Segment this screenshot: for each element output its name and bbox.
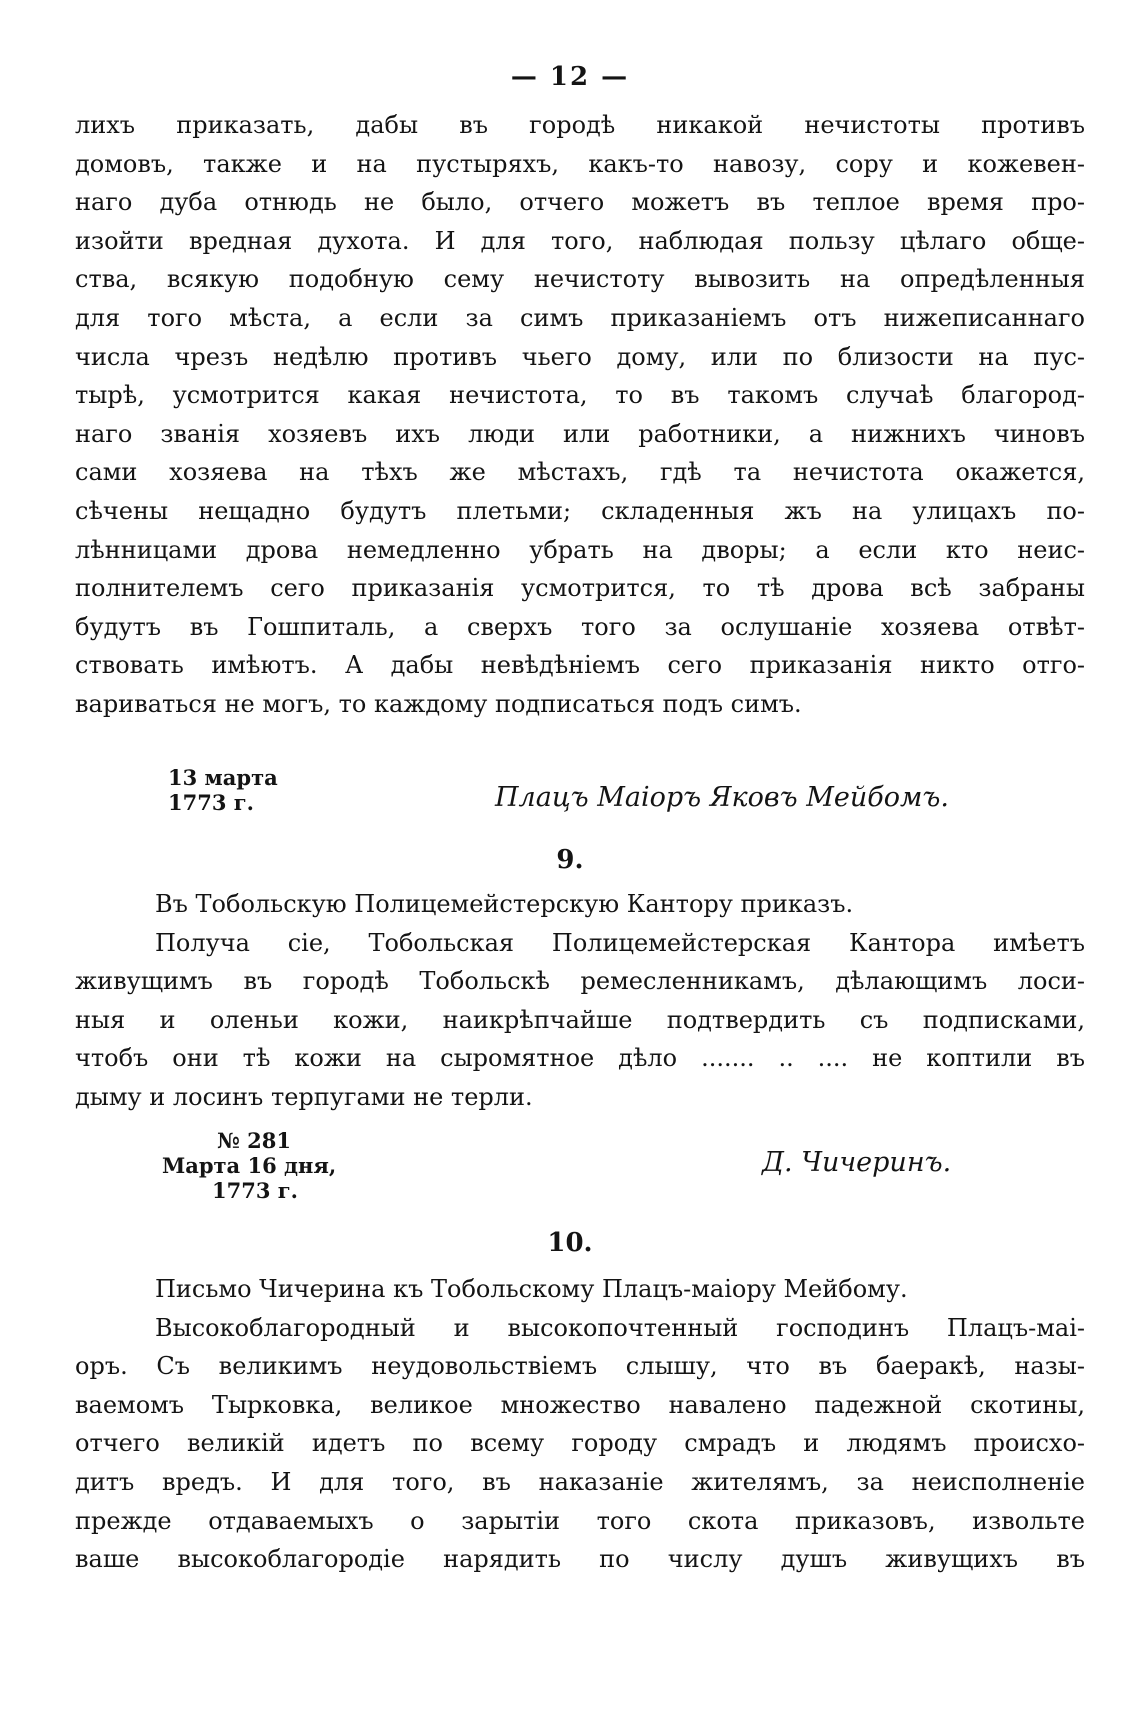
section9-heading: 9. [556, 845, 584, 875]
text-line: лихъ приказать, дабы въ городѣ никакой нечистоты противъ [75, 111, 1085, 139]
date-line: 1773 г. [168, 790, 254, 815]
section10-text [75, 1270, 1085, 1579]
page-number: — 12 — [510, 62, 630, 92]
date-line: 1773 г. [212, 1178, 298, 1203]
section10-heading: 10. [547, 1228, 593, 1258]
text-line: сами хозяева на тѣхъ же мѣстахъ, гдѣ та нечистота окажется, [75, 458, 1085, 487]
text-line: вариваться не могъ, то каждому подписаться подъ симъ. [75, 689, 802, 718]
text-line: дыму и лосинъ терпугами не терли. [75, 1082, 533, 1111]
section8-signature: Плацъ Маіоръ Яковъ Мейбомъ. [495, 782, 949, 813]
text-line: чтобъ они тѣ кожи на сыромятное дѣло ....... .. .... не коптили въ [75, 1044, 1085, 1073]
text-line: ства, всякую подобную сему нечистоту вывозить на опредѣленныя [75, 265, 1085, 294]
text-line: отчего великій идетъ по всему городу смрадъ и людямъ происхо- [75, 1429, 1085, 1458]
text-line: прежде отдаваемыхъ о зарытіи того скота приказовъ, извольте [75, 1506, 1085, 1535]
text-line: будутъ въ Гошпиталь, а сверхъ того за ослушаніе хозяева отвѣт- [75, 612, 1085, 641]
text-line: ствовать имѣютъ. А дабы невѣдѣніемъ сего приказанія никто отго- [75, 651, 1085, 680]
text-line: живущимъ въ городѣ Тобольскѣ ремесленникамъ, дѣлающимъ лоси- [75, 967, 1085, 996]
date-line: Марта 16 дня, [162, 1153, 337, 1178]
section8-date [168, 765, 278, 815]
text-line: дитъ вредъ. И для того, въ наказаніе жителямъ, за неисполненіе [75, 1467, 1085, 1496]
text-line: сѣчены нещадно будутъ плетьми; складенныя жъ на улицахъ по- [75, 496, 1085, 525]
text-line: Письмо Чичерина къ Тобольскому Плацъ-маіору Мейбому. [155, 1275, 908, 1303]
text-line: числа чрезъ недѣлю противъ чьего дому, или по близости на пус- [75, 342, 1085, 371]
text-line: для того мѣста, а если за симъ приказаніемъ отъ нижеписаннаго [75, 303, 1085, 332]
text-line: ныя и оленьи кожи, наикрѣпчайше подтвердить съ подписками, [75, 1005, 1085, 1034]
section9-signature: Д. Чичеринъ. [762, 1147, 952, 1178]
text-line: ваемомъ Тырковка, великое множество навалено падежной скотины, [75, 1390, 1085, 1419]
text-line: изойти вредная духота. И для того, наблюдая пользу цѣлаго обще- [75, 226, 1085, 255]
section9-text [75, 885, 1085, 1117]
text-line: ваше высокоблагородіе нарядить по числу душъ живущихъ въ [75, 1545, 1085, 1574]
date-line: 13 марта [168, 765, 278, 790]
text-line: Получа сіе, Тобольская Полицемейстерская Кантора имѣетъ [155, 928, 1085, 957]
text-line: наго дуба отнюдь не было, отчего можетъ въ теплое время про- [75, 188, 1085, 217]
date-line: № 281 [217, 1128, 291, 1153]
section9-date [162, 1128, 362, 1203]
text-line: Высокоблагородный и высокопочтенный господинъ Плацъ-маі- [155, 1313, 1085, 1342]
text-line: оръ. Съ великимъ неудовольствіемъ слышу, что въ баеракѣ, назы- [75, 1352, 1085, 1381]
text-line: тырѣ, усмотрится какая нечистота, то въ такомъ случаѣ благород- [75, 381, 1085, 410]
text-line: лѣнницами дрова немедленно убрать на дворы; а если кто неис- [75, 535, 1085, 564]
text-line: наго званія хозяевъ ихъ люди или работники, а нижнихъ чиновъ [75, 419, 1085, 448]
text-line: Въ Тобольскую Полицемейстерскую Кантору приказъ. [155, 890, 854, 918]
text-line: домовъ, также и на пустыряхъ, какъ-то навозу, сору и кожевен- [75, 149, 1085, 178]
section8-text [75, 106, 1085, 724]
text-line: полнителемъ сего приказанія усмотрится, то тѣ дрова всѣ забраны [75, 574, 1085, 603]
